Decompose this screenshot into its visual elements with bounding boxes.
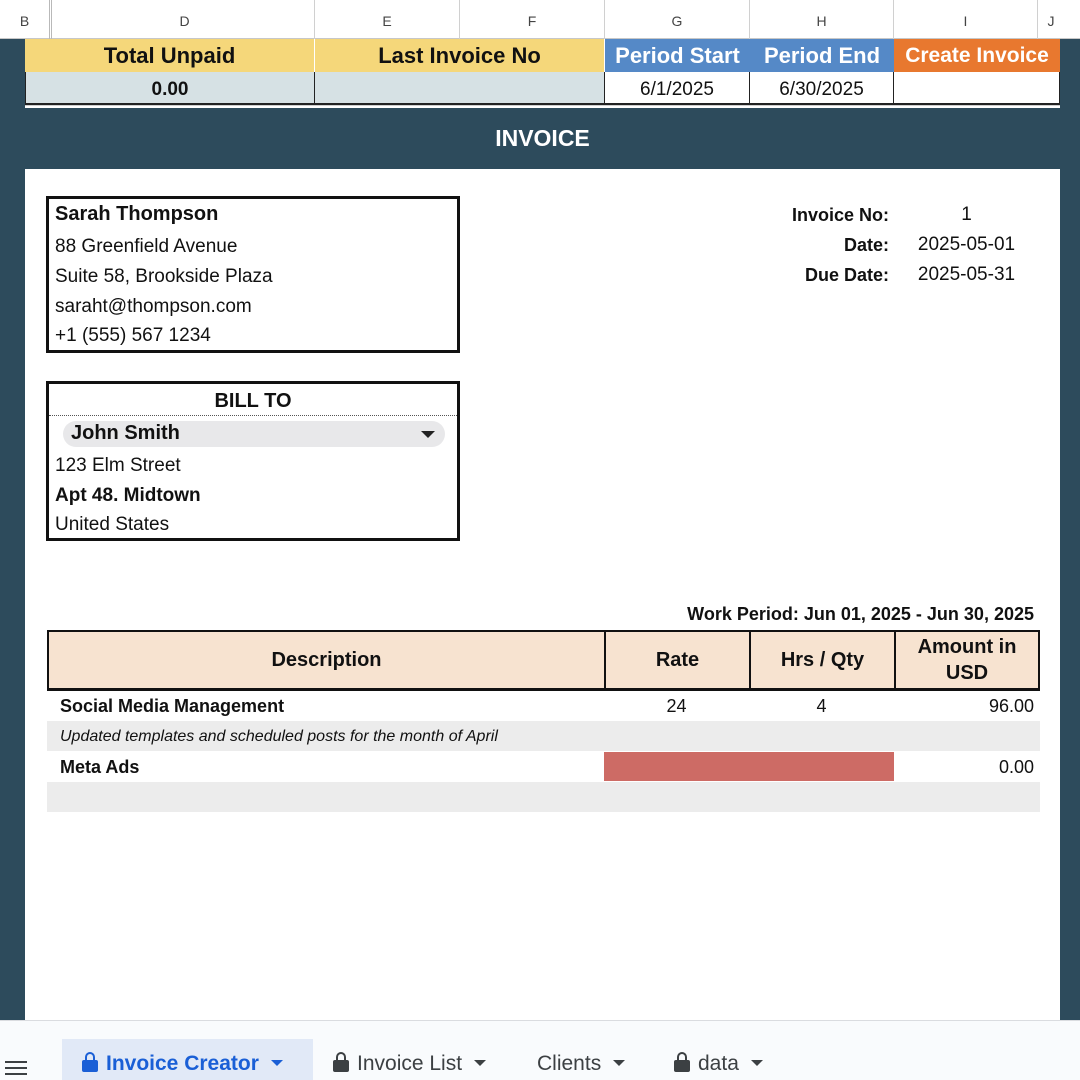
lock-icon	[82, 1052, 98, 1072]
chevron-down-icon[interactable]	[751, 1060, 763, 1066]
column-header-g[interactable]: G	[605, 0, 750, 39]
item-qty[interactable]: 4	[816, 696, 827, 716]
column-header-h[interactable]: H	[750, 0, 894, 39]
sender-email[interactable]: saraht@thompson.com	[55, 296, 252, 317]
client-address-line-1[interactable]: 123 Elm Street	[55, 455, 181, 476]
period-end-input[interactable]: 6/30/2025	[750, 72, 894, 105]
sender-address-line-1[interactable]: 88 Greenfield Avenue	[55, 236, 238, 257]
column-header-e[interactable]: E	[315, 0, 460, 39]
tab-clients[interactable]	[520, 1039, 650, 1080]
sheet-frame-right	[1060, 39, 1080, 1020]
column-header-row	[0, 0, 1080, 39]
invoice-no-label: Invoice No:	[791, 205, 889, 225]
item-note[interactable]: Updated templates and scheduled posts for the month of April	[60, 728, 498, 745]
tab-invoice-list[interactable]	[318, 1039, 508, 1080]
tab-label: Clients	[537, 1052, 602, 1075]
description-header[interactable]: Description	[49, 632, 606, 688]
sender-phone[interactable]: +1 (555) 567 1234	[55, 325, 211, 346]
rate-header[interactable]: Rate	[606, 632, 751, 688]
column-header-d[interactable]: D	[55, 0, 315, 39]
missing-rate-qty-cell[interactable]	[604, 752, 894, 781]
create-invoice-button[interactable]: Create Invoice	[894, 39, 1060, 72]
invoice-no-value[interactable]: 1	[961, 204, 972, 225]
chevron-down-icon[interactable]	[421, 431, 435, 438]
chevron-down-icon[interactable]	[613, 1060, 625, 1066]
item-amount[interactable]: 0.00	[998, 757, 1034, 777]
sheet-tab-bar	[0, 1020, 1080, 1080]
client-country[interactable]: United States	[55, 514, 170, 535]
lock-icon	[333, 1052, 349, 1072]
client-dropdown-value: John Smith	[71, 422, 180, 444]
invoice-title: INVOICE	[25, 108, 1060, 169]
sheet-frame-left	[0, 39, 25, 1020]
item-description[interactable]: Social Media Management	[60, 696, 285, 716]
sender-box	[46, 196, 460, 353]
due-date-value[interactable]: 2025-05-31	[917, 264, 1016, 285]
period-start-input[interactable]: 6/1/2025	[605, 72, 750, 105]
chevron-down-icon[interactable]	[271, 1060, 283, 1066]
table-row	[47, 721, 1040, 751]
tab-invoice-creator[interactable]	[62, 1039, 313, 1080]
item-description[interactable]: Meta Ads	[60, 757, 140, 777]
all-sheets-menu-icon[interactable]	[0, 1059, 32, 1080]
due-date-label: Due Date:	[804, 265, 889, 285]
column-header-f[interactable]: F	[460, 0, 605, 39]
total-unpaid-label[interactable]: Total Unpaid	[25, 39, 314, 72]
work-period: Work Period: Jun 01, 2025 - Jun 30, 2025	[687, 604, 1034, 624]
qty-header[interactable]: Hrs / Qty	[751, 632, 896, 688]
chevron-down-icon[interactable]	[474, 1060, 486, 1066]
date-value[interactable]: 2025-05-01	[917, 234, 1016, 255]
table-row	[47, 691, 1040, 721]
period-start-label[interactable]: Period Start	[605, 39, 750, 72]
amount-header[interactable]: Amount in USD	[917, 636, 1017, 684]
bill-to-heading: BILL TO	[49, 384, 457, 416]
client-address-line-2[interactable]: Apt 48. Midtown	[55, 485, 201, 506]
items-table-header	[47, 630, 1040, 691]
total-unpaid-value[interactable]: 0.00	[25, 72, 315, 105]
last-invoice-label[interactable]: Last Invoice No	[315, 39, 604, 72]
create-invoice-checkbox-cell[interactable]	[894, 72, 1060, 105]
sender-name[interactable]: Sarah Thompson	[55, 203, 219, 225]
date-label: Date:	[843, 235, 889, 255]
column-header-j[interactable]: J	[1047, 13, 1055, 29]
sender-address-line-2[interactable]: Suite 58, Brookside Plaza	[55, 266, 273, 287]
tab-label: Invoice Creator	[106, 1052, 259, 1075]
table-row	[47, 752, 1040, 782]
item-amount[interactable]: 96.00	[988, 696, 1034, 716]
column-header-i[interactable]: I	[894, 0, 1038, 39]
last-invoice-value[interactable]	[315, 72, 605, 105]
column-header-b[interactable]: B	[0, 0, 52, 39]
tab-label: data	[698, 1052, 739, 1075]
lock-icon	[674, 1052, 690, 1072]
client-dropdown[interactable]	[63, 421, 445, 447]
tab-label: Invoice List	[357, 1052, 463, 1075]
period-end-label[interactable]: Period End	[750, 39, 894, 72]
table-row	[47, 782, 1040, 812]
item-rate[interactable]: 24	[666, 696, 687, 716]
tab-data[interactable]	[658, 1039, 788, 1080]
bill-to-box	[46, 381, 460, 541]
